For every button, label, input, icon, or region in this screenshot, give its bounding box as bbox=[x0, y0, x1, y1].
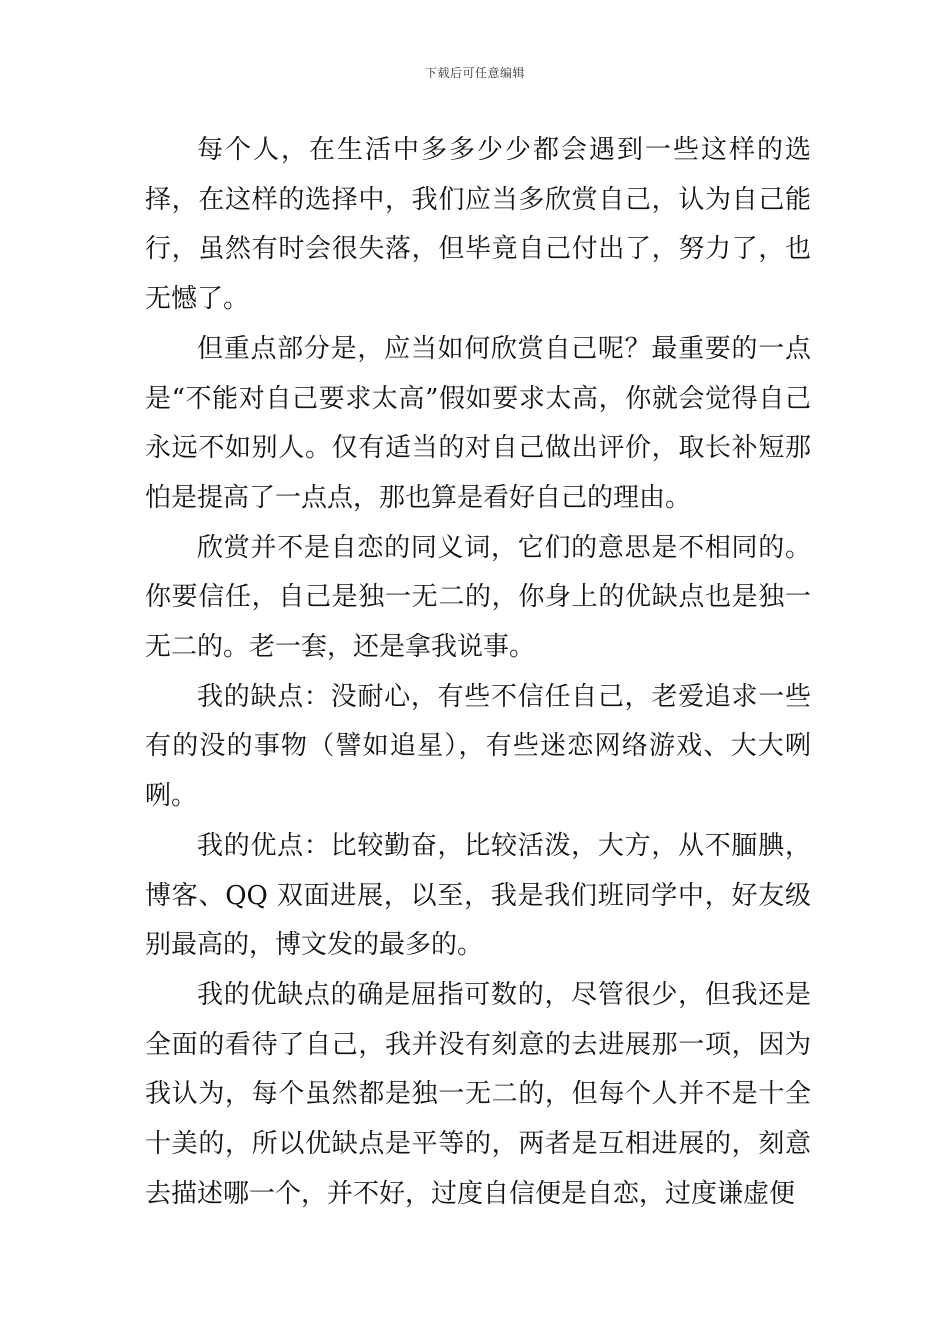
paragraph-1: 每个人，在生活中多多少少都会遇到一些这样的选择，在这样的选择中，我们应当多欣赏自己，认为自己能行，虽然有时会很失落，但毕竟自己付出了，努力了，也无憾了。 bbox=[145, 135, 811, 315]
paragraph-2: 但重点部分是，应当如何欣赏自己呢？最重要的一点是“不能对自己要求太高”假如要求太高，你就会觉得自己永远不如别人。仅有适当的对自己做出评价，取长补短那怕是提高了一点点，那也算是看好自己的理由。 bbox=[145, 333, 811, 513]
page-header-note: 下载后可任意编辑 bbox=[424, 66, 525, 80]
paragraph-6: 我的优缺点的确是屈指可数的，尽管很少，但我还是全面的看待了自己，我并没有刻意的去进展那一项，因为我认为，每个虽然都是独一无二的，但每个人并不是十全十美的，所以优缺点是平等的，两者是互相进展的，刻意去描述哪一个，并不好，过度自信便是自恋，过度谦虚便 bbox=[145, 979, 811, 1209]
paragraph-4: 我的缺点：没耐心，有些不信任自己，老爱追求一些有的没的事物（譬如追星），有些迷恋网络游戏、大大咧咧。 bbox=[145, 681, 811, 812]
paragraph-3: 欣赏并不是自恋的同义词，它们的意思是不相同的。你要信任，自己是独一无二的，你身上的优缺点也是独一无二的。老一套，还是拿我说事。 bbox=[145, 532, 811, 663]
document-body bbox=[145, 126, 811, 1219]
paragraph-5: 我的优点：比较勤奋，比较活泼，大方，从不腼腆，博客、QQ 双面进展，以至，我是我们班同学中，好友级别最高的，博文发的最多的。 bbox=[145, 830, 811, 961]
